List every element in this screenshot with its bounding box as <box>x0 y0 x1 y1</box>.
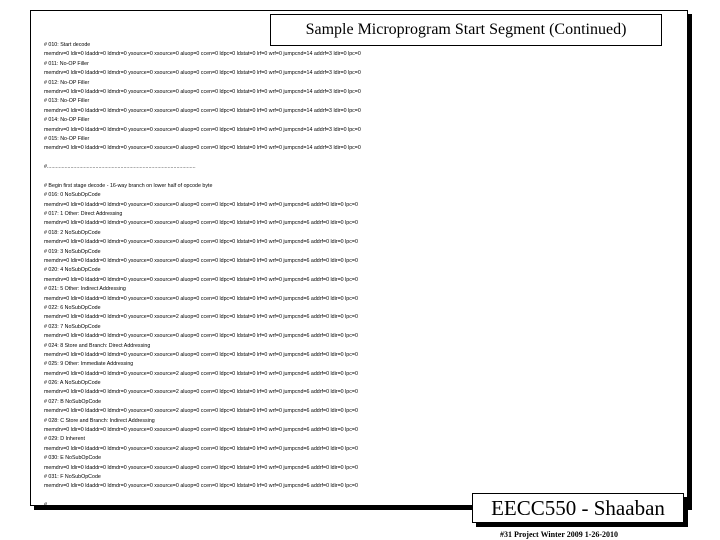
microinstruction-comment: # 014: No-OP Filler <box>44 117 90 124</box>
microinstruction-fields: memdrv=0 ldir=0 ldaddr=0 ldmdr=0 ysource=0 xsource=0 aluop=0 ccen=0 ldpc=0 ldstat=0 lrf=0 wrf=0 jumpcnd=6 addrf=0 ldir=0 lpc=0 <box>44 483 358 490</box>
microinstruction-comment: # 017: 1 Other: Direct Addressing <box>44 211 123 218</box>
microinstruction-comment: # 031: F NoSubOpCode <box>44 473 101 480</box>
microinstruction-fields: memdrv=0 ldir=0 ldaddr=0 ldmdr=0 ysource=0 xsource=2 aluop=0 ccen=0 ldpc=0 ldstat=0 lrf=0 wrf=0 jumpcnd=6 addrf=0 ldir=0 lpc=0 <box>44 389 358 396</box>
microinstruction-fields: memdrv=0 ldir=0 ldaddr=0 ldmdr=0 ysource=0 xsource=0 aluop=0 ccen=0 ldpc=0 ldstat=0 lrf=0 wrf=0 jumpcnd=6 addrf=0 ldir=0 lpc=0 <box>44 239 358 246</box>
microinstruction-fields: memdrv=0 ldir=0 ldaddr=0 ldmdr=0 ysource=0 xsource=0 aluop=0 ccen=0 ldpc=0 ldstat=0 lrf=0 wrf=0 jumpcnd=14 addrf=3 ldir=0 lpc=0 <box>44 107 361 114</box>
microinstruction-comment: # 020: 4 NoSubOpCode <box>44 267 101 274</box>
microinstruction-comment: # 013: No-OP Filler <box>44 98 90 105</box>
spacer <box>44 154 644 163</box>
microinstruction-fields: memdrv=0 ldir=0 ldaddr=0 ldmdr=0 ysource=0 xsource=0 aluop=0 ccen=0 ldpc=0 ldstat=0 lrf=0 wrf=0 jumpcnd=6 addrf=0 ldir=0 lpc=0 <box>44 276 358 283</box>
slide-title: Sample Microprogram Start Segment (Continued) <box>270 14 662 46</box>
microinstruction-comment: # 029: D Inherent <box>44 436 85 443</box>
microinstruction-fields: memdrv=0 ldir=0 ldaddr=0 ldmdr=0 ysource=0 xsource=2 aluop=0 ccen=0 ldpc=0 ldstat=0 lrf=0 wrf=0 jumpcnd=6 addrf=0 ldir=0 lpc=0 <box>44 370 358 377</box>
microinstruction-fields: memdrv=0 ldir=0 ldaddr=0 ldmdr=0 ysource=0 xsource=0 aluop=0 ccen=0 ldpc=0 ldstat=0 lrf=0 wrf=0 jumpcnd=14 addrf=3 ldir=0 lpc=0 <box>44 145 361 152</box>
microinstruction-comment: # 016: 0 NoSubOpCode <box>44 192 101 199</box>
microinstruction-fields: memdrv=0 ldir=0 ldaddr=0 ldmdr=0 ysource=0 xsource=0 aluop=0 ccen=0 ldpc=0 ldstat=0 lrf=0 wrf=0 jumpcnd=14 addrf=3 ldir=0 lpc=0 <box>44 51 361 58</box>
microinstruction-comment: # 011: No-OP Filler <box>44 60 89 67</box>
listing-block-start-decode <box>44 41 644 154</box>
microinstruction-fields: memdrv=0 ldir=0 ldaddr=0 ldmdr=0 ysource=0 xsource=2 aluop=0 ccen=0 ldpc=0 ldstat=0 lrf=0 wrf=0 jumpcnd=6 addrf=0 ldir=0 lpc=0 <box>44 314 358 321</box>
microinstruction-fields: memdrv=0 ldir=0 ldaddr=0 ldmdr=0 ysource=0 xsource=2 aluop=0 ccen=0 ldpc=0 ldstat=0 lrf=0 wrf=0 jumpcnd=6 addrf=0 ldir=0 lpc=0 <box>44 445 358 452</box>
spacer <box>44 172 644 181</box>
course-brand-box: EECC550 - Shaaban <box>472 493 684 523</box>
microinstruction-fields: memdrv=0 ldir=0 ldaddr=0 ldmdr=0 ysource=0 xsource=0 aluop=0 ccen=0 ldpc=0 ldstat=0 lrf=0 wrf=0 jumpcnd=14 addrf=3 ldir=0 lpc=0 <box>44 126 361 133</box>
microinstruction-fields: memdrv=0 ldir=0 ldaddr=0 ldmdr=0 ysource=0 xsource=0 aluop=0 ccen=0 ldpc=0 ldstat=0 lrf=0 wrf=0 jumpcnd=6 addrf=0 ldir=0 lpc=0 <box>44 295 358 302</box>
microinstruction-fields: memdrv=0 ldir=0 ldaddr=0 ldmdr=0 ysource=0 xsource=2 aluop=0 ccen=0 ldpc=0 ldstat=0 lrf=0 wrf=0 jumpcnd=6 addrf=0 ldir=0 lpc=0 <box>44 408 358 415</box>
microinstruction-fields: memdrv=0 ldir=0 ldaddr=0 ldmdr=0 ysource=0 xsource=0 aluop=0 ccen=0 ldpc=0 ldstat=0 lrf=0 wrf=0 jumpcnd=6 addrf=0 ldir=0 lpc=0 <box>44 464 358 471</box>
microinstruction-comment: # 027: B NoSubOpCode <box>44 398 102 405</box>
microinstruction-fields: memdrv=0 ldir=0 ldaddr=0 ldmdr=0 ysource=0 xsource=0 aluop=0 ccen=0 ldpc=0 ldstat=0 lrf=0 wrf=0 jumpcnd=6 addrf=0 ldir=0 lpc=0 <box>44 351 358 358</box>
microinstruction-comment: # 030: E NoSubOpCode <box>44 455 102 462</box>
microinstruction-fields: memdrv=0 ldir=0 ldaddr=0 ldmdr=0 ysource=0 xsource=0 aluop=0 ccen=0 ldpc=0 ldstat=0 lrf=0 wrf=0 jumpcnd=14 addrf=3 ldir=0 lpc=0 <box>44 88 361 95</box>
microinstruction-fields: memdrv=0 ldir=0 ldaddr=0 ldmdr=0 ysource=0 xsource=0 aluop=0 ccen=0 ldpc=0 ldstat=0 lrf=0 wrf=0 jumpcnd=6 addrf=0 ldir=0 lpc=0 <box>44 333 358 340</box>
separator-line: #..................................................................................................... <box>44 502 196 509</box>
slide-footer: #31 Project Winter 2009 1-26-2010 <box>500 530 619 539</box>
microinstruction-comment: # 019: 3 NoSubOpCode <box>44 248 101 255</box>
microinstruction-comment: # 025: 9 Other: Immediate Addressing <box>44 361 134 368</box>
microinstruction-fields: memdrv=0 ldir=0 ldaddr=0 ldmdr=0 ysource=0 xsource=0 aluop=0 ccen=0 ldpc=0 ldstat=0 lrf=0 wrf=0 jumpcnd=14 addrf=3 ldir=0 lpc=0 <box>44 70 361 77</box>
microinstruction-comment: # 023: 7 NoSubOpCode <box>44 323 101 330</box>
microinstruction-comment: # 021: 5 Other: Indirect Addressing <box>44 286 126 293</box>
frame-shadow-right <box>688 14 692 510</box>
microinstruction-comment: # 012: No-OP Filler <box>44 79 90 86</box>
microprogram-listing <box>44 41 644 511</box>
microinstruction-comment: # 010: Start decode <box>44 42 91 48</box>
microinstruction-comment: # 018: 2 NoSubOpCode <box>44 229 101 236</box>
microinstruction-fields: memdrv=0 ldir=0 ldaddr=0 ldmdr=0 ysource=0 xsource=0 aluop=0 ccen=0 ldpc=0 ldstat=0 lrf=0 wrf=0 jumpcnd=6 addrf=0 ldir=0 lpc=0 <box>44 427 358 434</box>
microinstruction-comment: # 022: 6 NoSubOpCode <box>44 304 101 311</box>
microinstruction-comment: # Begin first stage decode - 16-way branch on lower half of opcode byte <box>44 182 213 189</box>
microinstruction-comment: # 028: C Store and Branch: Indirect Addressing <box>44 417 155 424</box>
separator-line: #..................................................................................................... <box>44 164 196 171</box>
microinstruction-comment: # 026: A NoSubOpCode <box>44 380 101 387</box>
listing-block-first-stage-decode <box>44 182 644 492</box>
microinstruction-comment: # 015: No-OP Filler <box>44 135 90 142</box>
microinstruction-fields: memdrv=0 ldir=0 ldaddr=0 ldmdr=0 ysource=0 xsource=0 aluop=0 ccen=0 ldpc=0 ldstat=0 lrf=0 wrf=0 jumpcnd=6 addrf=0 ldir=0 lpc=0 <box>44 201 358 208</box>
microinstruction-fields: memdrv=0 ldir=0 ldaddr=0 ldmdr=0 ysource=0 xsource=0 aluop=0 ccen=0 ldpc=0 ldstat=0 lrf=0 wrf=0 jumpcnd=6 addrf=0 ldir=0 lpc=0 <box>44 220 358 227</box>
microinstruction-fields: memdrv=0 ldir=0 ldaddr=0 ldmdr=0 ysource=0 xsource=0 aluop=0 ccen=0 ldpc=0 ldstat=0 lrf=0 wrf=0 jumpcnd=6 addrf=0 ldir=0 lpc=0 <box>44 257 358 264</box>
microinstruction-comment: # 024: 8 Store and Branch: Direct Addressing <box>44 342 151 349</box>
